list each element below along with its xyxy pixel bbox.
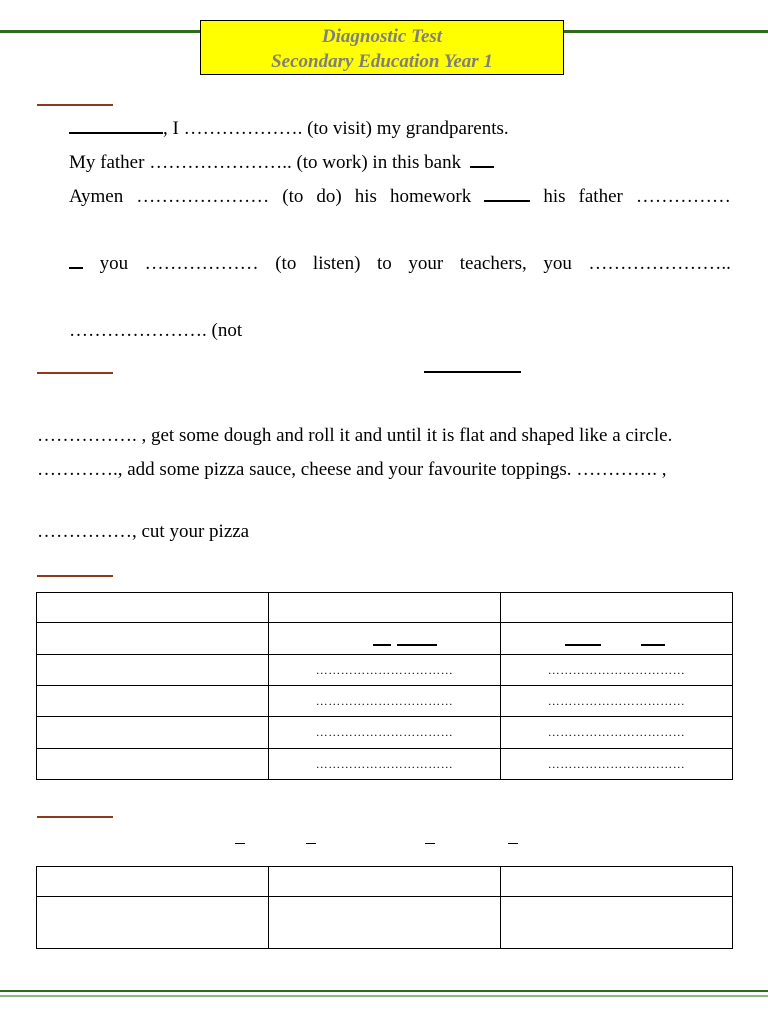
table-cell[interactable]: [501, 593, 733, 623]
table-cell[interactable]: [501, 867, 733, 897]
answer-blank[interactable]: [484, 186, 530, 202]
table-cell[interactable]: [269, 623, 501, 655]
answer-blank[interactable]: [69, 118, 163, 134]
header-rule-left: [0, 30, 200, 33]
header-rule-right: [564, 30, 768, 33]
table-cell[interactable]: ……………………………: [269, 686, 501, 717]
table-row: [37, 717, 733, 749]
table-row: [37, 897, 733, 949]
table-cell[interactable]: [37, 867, 269, 897]
dash-mark: [306, 843, 316, 844]
answer-blank[interactable]: [397, 644, 437, 646]
exercise-line-2: My father ………………….. (to work) in this bank: [69, 152, 494, 174]
table-row: [37, 623, 733, 655]
dash-mark: [235, 843, 245, 844]
table-cell[interactable]: [37, 623, 269, 655]
table-row: [37, 655, 733, 686]
table-cell[interactable]: ……………………………: [269, 749, 501, 780]
table-cell[interactable]: [37, 897, 269, 949]
title-line-2: Secondary Education Year 1: [271, 51, 493, 72]
table-cell[interactable]: [37, 686, 269, 717]
table-cell[interactable]: [37, 655, 269, 686]
table-row: [37, 686, 733, 717]
table-cell[interactable]: [37, 717, 269, 749]
section-marker-1: [37, 104, 113, 106]
footer-rule-thin: [0, 990, 768, 992]
table-cell[interactable]: [37, 749, 269, 780]
section-marker-2: [37, 372, 113, 374]
recipe-line-3: ……………, cut your pizza: [37, 521, 250, 542]
table-cell[interactable]: [501, 897, 733, 949]
answer-blank[interactable]: [69, 253, 83, 269]
answer-blank[interactable]: [373, 644, 391, 646]
exercise-line-3: Aymen ………………… (to do) his homework his father ……………: [69, 186, 731, 207]
section-marker-3: [37, 575, 113, 577]
footer-rule-light: [0, 995, 768, 997]
table-cell[interactable]: [37, 593, 269, 623]
table-cell[interactable]: ……………………………: [501, 717, 733, 749]
recipe-line-2: …………., add some pizza sauce, cheese and your favourite toppings. …………. ,: [37, 459, 667, 480]
table-cell[interactable]: [269, 897, 501, 949]
title-line-1: Diagnostic Test: [321, 26, 443, 47]
table-cell[interactable]: ……………………………: [501, 686, 733, 717]
recipe-line-1: ……………. , get some dough and roll it and until it is flat and shaped like a circle.: [37, 425, 673, 446]
table-cell[interactable]: [269, 867, 501, 897]
table-1: [36, 592, 733, 780]
answer-blank[interactable]: [424, 371, 521, 373]
table-cell[interactable]: [269, 593, 501, 623]
exercise-line-4: you ……………… (to listen) to your teachers, you …………………..: [69, 253, 731, 275]
table-cell[interactable]: ……………………………: [269, 717, 501, 749]
table-2: [36, 866, 733, 949]
table-row: [37, 593, 733, 623]
exercise-line-1: , I ………………. (to visit) my grandparents.: [69, 118, 509, 140]
answer-blank[interactable]: [641, 644, 665, 646]
table-cell[interactable]: [501, 623, 733, 655]
table-cell[interactable]: ……………………………: [269, 655, 501, 686]
table-cell[interactable]: ……………………………: [501, 655, 733, 686]
answer-blank[interactable]: [470, 152, 494, 168]
section-marker-4: [37, 816, 113, 818]
table-row: [37, 749, 733, 780]
dash-mark: [508, 843, 518, 844]
exercise-line-5: …………………. (not: [69, 320, 243, 341]
title-box: [200, 20, 564, 75]
table-row: [37, 867, 733, 897]
answer-blank[interactable]: [565, 644, 601, 646]
dash-mark: [425, 843, 435, 844]
table-cell[interactable]: ……………………………: [501, 749, 733, 780]
